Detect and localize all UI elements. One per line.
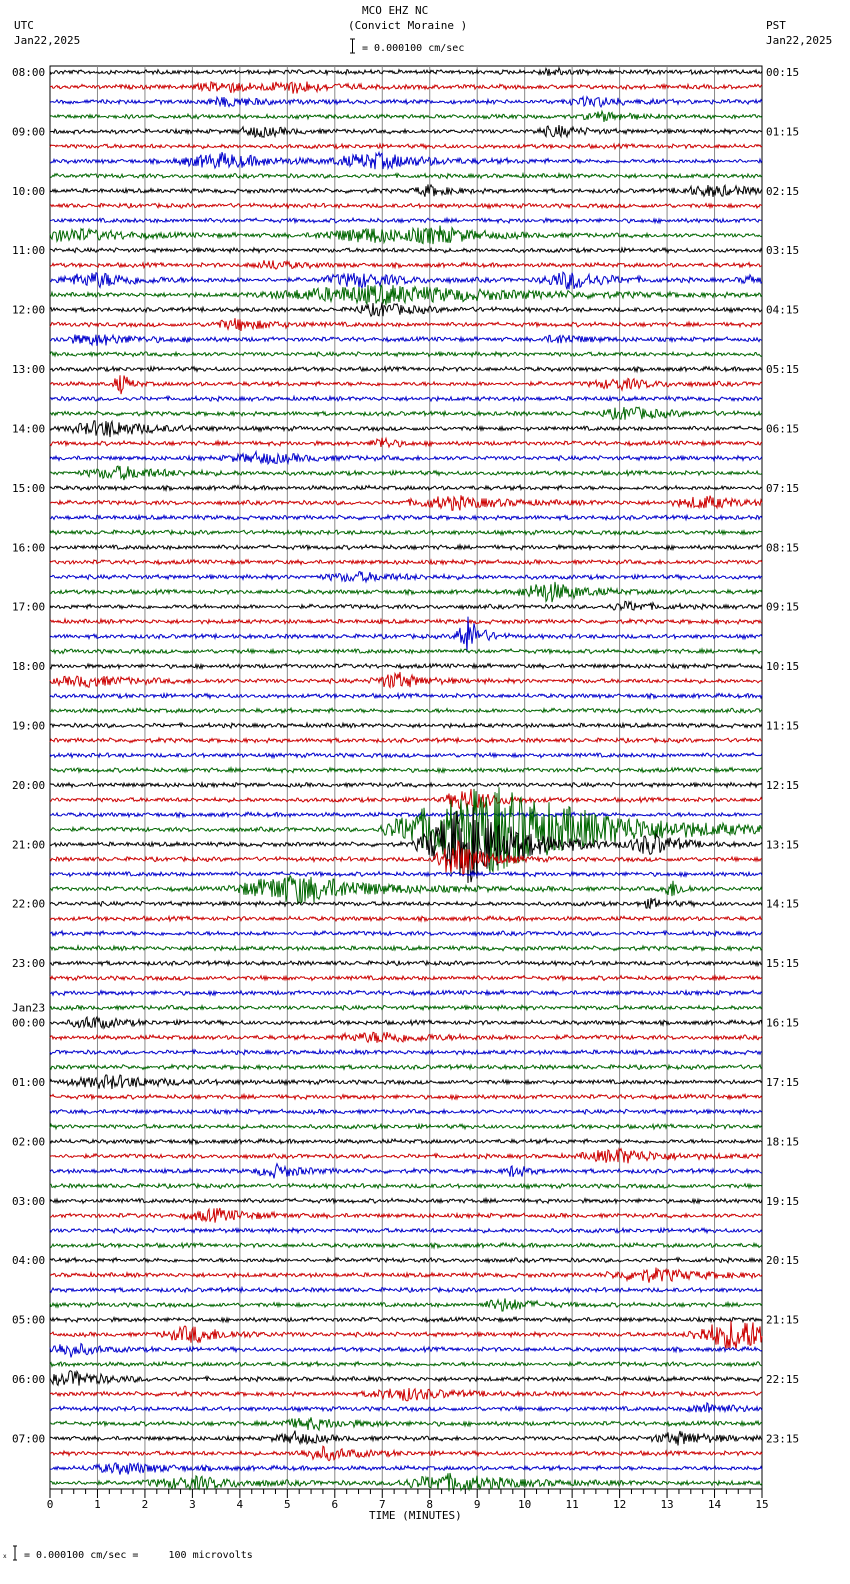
trace-line [50, 572, 762, 582]
footer-scale-bar-icon [3, 1545, 19, 1561]
trace-line [50, 753, 762, 758]
left-hour-label: 07:00 [12, 1432, 46, 1446]
trace-line [50, 931, 762, 936]
right-hour-label: 01:15 [766, 125, 800, 139]
trace-line [50, 452, 762, 464]
x-tick-label: 8 [426, 1498, 434, 1511]
day-change-label: Jan23 [12, 1001, 46, 1015]
right-hour-label: 10:15 [766, 660, 800, 674]
trace-line [50, 203, 762, 208]
right-hour-label: 08:15 [766, 541, 800, 555]
x-tick-label: 1 [94, 1498, 101, 1511]
x-tick-label: 12 [612, 1498, 627, 1511]
right-hour-label: 18:15 [766, 1135, 800, 1149]
left-hour-label: 22:00 [12, 897, 46, 911]
right-hour-label: 17:15 [766, 1075, 800, 1089]
trace-line [50, 991, 762, 996]
trace-line [50, 396, 762, 401]
left-hour-label: 08:00 [12, 66, 46, 79]
right-hour-label: 15:15 [766, 957, 800, 971]
trace-line [50, 1228, 762, 1233]
trace-line [50, 285, 762, 305]
left-hour-label: 14:00 [12, 422, 46, 436]
right-hour-label: 02:15 [766, 184, 800, 198]
trace-line [50, 1403, 762, 1413]
trace-line [50, 1208, 762, 1223]
trace-line [50, 1139, 762, 1144]
trace-line [50, 1446, 762, 1461]
trace-line [50, 649, 762, 654]
left-hour-label: 16:00 [12, 541, 46, 555]
trace-line [50, 226, 762, 245]
trace-line [50, 841, 762, 876]
trace-line [50, 1417, 762, 1430]
x-tick-label: 0 [46, 1498, 54, 1511]
right-hour-label: 21:15 [766, 1313, 800, 1327]
left-hour-label: 06:00 [12, 1373, 46, 1387]
right-hour-label: 14:15 [766, 897, 800, 911]
left-hour-label: 17:00 [12, 600, 46, 614]
trace-line [50, 916, 762, 921]
trace-line [50, 1317, 762, 1322]
left-hour-label: 19:00 [12, 719, 46, 733]
left-timezone-label: UTC [14, 19, 34, 32]
right-hour-label: 11:15 [766, 719, 800, 733]
x-tick-label: 7 [378, 1498, 386, 1511]
trace-line [50, 582, 762, 602]
left-hour-label: 03:00 [12, 1194, 46, 1208]
trace-line [50, 1268, 762, 1283]
right-hour-label: 06:15 [766, 422, 800, 436]
trace-line [50, 1388, 762, 1401]
trace-line [50, 111, 762, 122]
trace-line [50, 1184, 762, 1189]
trace-line [50, 976, 762, 981]
right-hour-label: 04:15 [766, 303, 800, 317]
trace-line [50, 1005, 762, 1010]
trace-line [50, 898, 762, 908]
trace-line [50, 495, 762, 510]
trace-line [50, 961, 762, 966]
trace-line [50, 485, 762, 490]
trace-line [50, 738, 762, 743]
trace-line [50, 248, 762, 253]
left-hour-label: 10:00 [12, 184, 46, 198]
trace-line [50, 272, 762, 289]
x-tick-label: 15 [755, 1498, 769, 1511]
trace-line [50, 335, 762, 346]
x-tick-label: 13 [660, 1498, 674, 1511]
left-hour-label: 12:00 [12, 303, 46, 317]
trace-line [50, 1017, 762, 1028]
x-tick-label: 6 [331, 1498, 339, 1511]
left-hour-label: 05:00 [12, 1313, 46, 1327]
left-hour-label: 20:00 [12, 778, 46, 792]
time-axis [47, 1489, 769, 1511]
trace-line [50, 601, 762, 610]
left-date-label: Jan22,2025 [14, 34, 81, 47]
trace-line [50, 152, 762, 169]
trace-line [50, 260, 762, 269]
x-tick-label: 2 [141, 1498, 149, 1511]
trace-line [50, 438, 762, 447]
trace-line [50, 1321, 762, 1350]
trace-line [50, 807, 762, 883]
trace-line [50, 367, 762, 372]
trace-line [50, 125, 762, 137]
trace-line [50, 672, 762, 687]
trace-line [50, 174, 762, 179]
right-hour-label: 03:15 [766, 244, 800, 258]
trace-line [50, 1164, 762, 1179]
trace-line [50, 1050, 762, 1055]
trace-line [50, 1463, 762, 1475]
x-tick-label: 5 [284, 1498, 291, 1511]
right-hour-label: 09:15 [766, 600, 800, 614]
trace-line [50, 872, 762, 877]
trace-line [50, 144, 762, 149]
left-hour-label: 15:00 [12, 481, 46, 495]
trace-line [50, 1344, 762, 1358]
right-timezone-label: PST [766, 19, 786, 32]
trace-line [50, 184, 762, 197]
trace-line [50, 407, 762, 420]
footer-scale-text: = 0.000100 cm/sec = 100 microvolts [24, 1550, 253, 1561]
trace-line [50, 812, 762, 817]
trace-line [50, 545, 762, 550]
trace-line [50, 1075, 762, 1089]
trace-line [50, 1258, 762, 1263]
right-date-label: Jan22,2025 [766, 34, 833, 47]
left-hour-label: 11:00 [12, 244, 46, 258]
x-tick-label: 9 [473, 1498, 481, 1511]
trace-line [50, 560, 762, 565]
right-hour-label: 05:15 [766, 363, 800, 377]
right-hour-label: 13:15 [766, 838, 800, 852]
trace-line [50, 946, 762, 951]
trace-line [50, 789, 762, 810]
trace-line [50, 619, 762, 624]
trace-line [50, 1288, 762, 1293]
trace-line [50, 723, 762, 728]
trace-line [50, 783, 762, 788]
right-hour-label: 23:15 [766, 1432, 800, 1446]
trace-line [50, 1065, 762, 1070]
trace-line [50, 82, 762, 94]
trace-line [50, 1199, 762, 1204]
trace-line [50, 1149, 762, 1164]
trace-line [50, 530, 762, 535]
trace-line [50, 466, 762, 480]
trace-line [50, 708, 762, 713]
trace-line [50, 1298, 762, 1311]
trace-line [50, 352, 762, 357]
left-hour-label: 01:00 [12, 1075, 46, 1089]
svg-text:x: x [3, 1553, 7, 1560]
trace-line [50, 1124, 762, 1129]
trace-line [50, 421, 762, 437]
trace-line [50, 68, 762, 76]
right-hour-label: 00:15 [766, 66, 800, 79]
left-hour-label: 23:00 [12, 957, 46, 971]
trace-line [50, 1371, 762, 1386]
seismogram-traces [50, 68, 762, 1492]
header-scale-text: = 0.000100 cm/sec [362, 43, 465, 54]
right-hour-label: 20:15 [766, 1254, 800, 1268]
right-hour-label: 12:15 [766, 778, 800, 792]
right-hour-label: 07:15 [766, 481, 800, 495]
trace-line [50, 375, 762, 394]
x-tick-label: 14 [707, 1498, 722, 1511]
left-hour-label: 00:00 [12, 1016, 46, 1030]
x-axis-title: TIME (MINUTES) [369, 1509, 462, 1522]
x-tick-label: 3 [189, 1498, 196, 1511]
trace-line [50, 515, 762, 520]
left-hour-label: 09:00 [12, 125, 46, 139]
left-hour-label: 21:00 [12, 838, 46, 852]
trace-line [50, 768, 762, 773]
left-hour-label: 18:00 [12, 660, 46, 674]
x-tick-label: 4 [236, 1498, 244, 1511]
left-hour-label: 02:00 [12, 1135, 46, 1149]
trace-line [50, 1243, 762, 1248]
trace-line [50, 318, 762, 331]
station-title: MCO EHZ NC [362, 4, 429, 17]
left-hour-label: 04:00 [12, 1254, 46, 1268]
trace-line [50, 218, 762, 223]
trace-line [50, 1094, 762, 1099]
trace-line [50, 1109, 762, 1114]
trace-line [50, 664, 762, 669]
x-tick-label: 11 [565, 1498, 579, 1511]
trace-line [50, 1431, 762, 1446]
trace-line [50, 693, 762, 698]
trace-line [50, 1032, 762, 1043]
left-hour-label: 13:00 [12, 363, 46, 377]
right-hour-label: 16:15 [766, 1016, 800, 1030]
trace-line [50, 302, 762, 316]
x-tick-label: 10 [518, 1498, 532, 1511]
trace-line [50, 1362, 762, 1367]
right-hour-label: 19:15 [766, 1194, 800, 1208]
site-name: (Convict Moraine ) [348, 19, 468, 32]
right-hour-label: 22:15 [766, 1373, 800, 1387]
trace-line [50, 97, 762, 107]
